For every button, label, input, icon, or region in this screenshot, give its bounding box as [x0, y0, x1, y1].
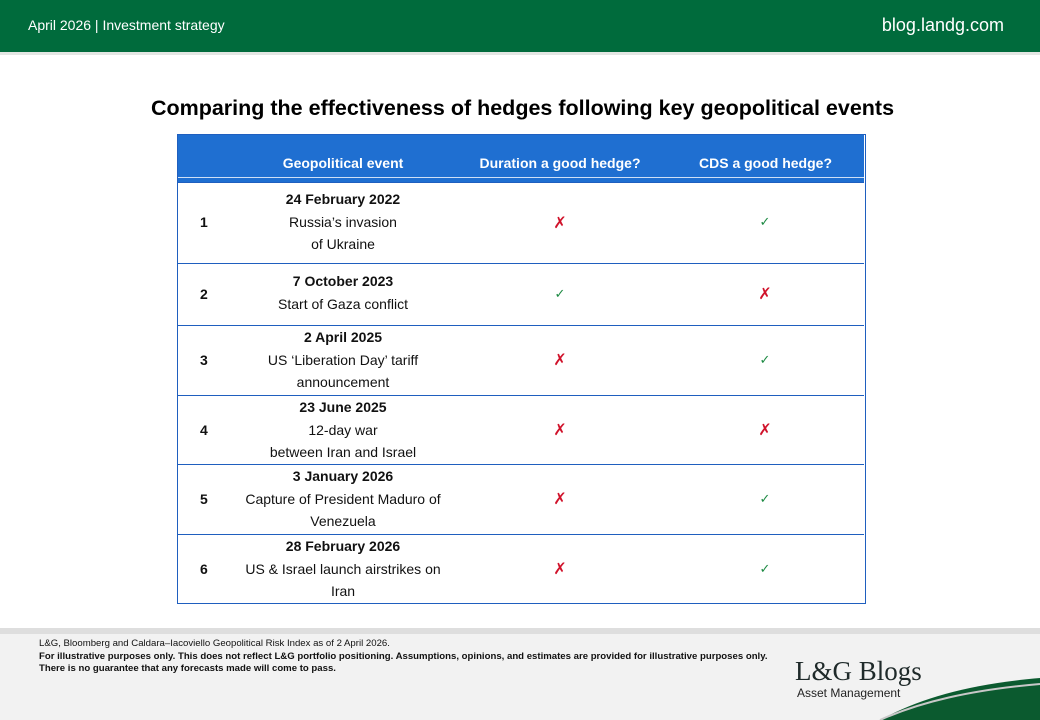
event-description: between Iran and Israel	[269, 444, 417, 460]
header-inner-line	[178, 177, 864, 178]
check-icon: ✓	[759, 561, 771, 576]
col-header-duration: Duration a good hedge?	[479, 155, 641, 171]
event-description: Start of Gaza conflict	[278, 295, 408, 312]
cross-icon: ✗	[758, 286, 772, 303]
source-note: L&G, Bloomberg and Caldara–Iacoviello Geopolitical Risk Index as of 2 April 2026.	[39, 638, 390, 649]
event-cell	[233, 396, 453, 464]
cross-icon: ✗	[553, 422, 567, 439]
table-row	[178, 534, 864, 603]
row-number: 3	[200, 352, 208, 368]
check-icon: ✓	[554, 286, 566, 301]
hedges-table	[177, 134, 866, 604]
event-cell	[233, 270, 453, 315]
event-date: 28 February 2026	[285, 538, 401, 554]
header-section-label: April 2026 | Investment strategy	[28, 17, 225, 33]
header-bar	[0, 0, 1040, 52]
event-date: 23 June 2025	[299, 399, 387, 415]
table-row	[178, 395, 864, 464]
lg-blogs-logo: L&G Blogs	[795, 656, 922, 686]
cross-icon: ✗	[553, 215, 567, 232]
event-description: 12-day war	[308, 421, 378, 438]
row-number: 6	[200, 561, 208, 577]
cross-icon: ✗	[553, 352, 567, 369]
cross-icon: ✗	[553, 491, 567, 508]
table-row	[178, 464, 864, 534]
table-row	[178, 263, 864, 325]
event-description: Russia’s invasion	[289, 213, 397, 230]
logo-subtitle: Asset Management	[797, 686, 901, 700]
check-icon: ✓	[759, 352, 771, 367]
event-cell	[233, 535, 453, 603]
event-cell	[233, 188, 453, 256]
event-cell	[233, 326, 453, 394]
check-icon: ✓	[759, 214, 771, 229]
table-row	[178, 182, 864, 263]
page-title: Comparing the effectiveness of hedges following key geopolitical events	[150, 96, 895, 120]
header-divider	[0, 52, 1040, 55]
row-number: 1	[200, 214, 208, 230]
check-icon: ✓	[759, 491, 771, 506]
footer	[0, 628, 1040, 720]
row-number: 4	[200, 422, 208, 438]
event-description: Venezuela	[310, 513, 376, 529]
event-date: 3 January 2026	[292, 468, 394, 484]
event-date: 2 April 2025	[303, 329, 383, 345]
event-cell	[233, 465, 453, 533]
cross-icon: ✗	[758, 422, 772, 439]
event-date: 7 October 2023	[292, 273, 394, 289]
footer-divider	[0, 628, 1040, 634]
event-date: 24 February 2022	[285, 191, 401, 207]
col-header-event: Geopolitical event	[282, 155, 404, 171]
table-header	[178, 135, 864, 182]
col-header-cds: CDS a good hedge?	[699, 155, 832, 171]
disclaimer: For illustrative purposes only. This does not reflect L&G portfolio positioning. Assumptions, opinions, and estimates are provided for illustrative purposes only. There is no guarantee that any forecasts made will come to pass.	[39, 651, 768, 674]
event-description: Iran	[330, 583, 356, 599]
cross-icon: ✗	[553, 561, 567, 578]
event-description: US & Israel launch airstrikes on	[245, 560, 441, 577]
event-description: announcement	[296, 374, 390, 390]
event-description: US ‘Liberation Day’ tariff	[267, 351, 419, 368]
event-description: Capture of President Maduro of	[245, 490, 441, 507]
blog-url-link[interactable]: blog.landg.com	[881, 15, 1004, 35]
row-number: 2	[200, 286, 208, 302]
event-description: of Ukraine	[311, 236, 375, 252]
table-row	[178, 325, 864, 395]
row-number: 5	[200, 491, 208, 507]
